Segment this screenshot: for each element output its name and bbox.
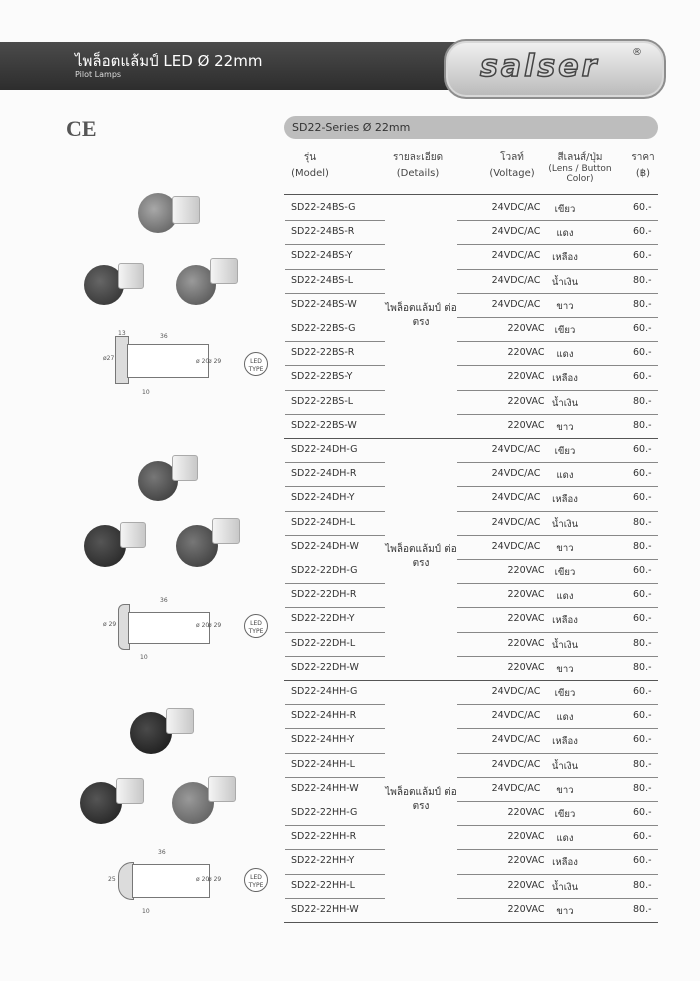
cell-voltage: 220VAC (507, 879, 545, 891)
cell-color: เขียว (554, 325, 576, 336)
cell-price: 80.- (633, 903, 652, 915)
table-row (285, 269, 658, 293)
cell-voltage: 220VAC (507, 395, 545, 407)
table-row (285, 825, 658, 849)
cell-voltage: 220VAC (507, 565, 545, 576)
cell-voltage: 24VDC/AC (491, 298, 541, 310)
cell-color: แดง (556, 228, 574, 240)
cell-color: ขาว (556, 300, 574, 312)
cell-color: เขียว (554, 809, 576, 820)
cell-price: 60.- (633, 323, 652, 334)
cell-color: เหลือง (552, 373, 578, 385)
dim-dh-2: ø 29 (103, 621, 117, 628)
row-divider (284, 922, 658, 923)
cell-price: 60.- (633, 686, 652, 697)
dim-dh-1: 36 (160, 597, 168, 604)
cell-color: ขาว (556, 421, 574, 433)
lamp-bs-body-3 (210, 258, 238, 284)
dim-bs-4: 10 (142, 389, 150, 396)
cell-color: ขาว (556, 542, 574, 554)
cell-voltage: 24VDC/AC (491, 516, 541, 528)
cell-color: แดง (556, 470, 574, 482)
table-row (285, 656, 658, 680)
cell-model: SD22-24BS-G (291, 202, 356, 213)
cell-voltage: 24VDC/AC (491, 686, 541, 697)
cell-model: SD22-24DH-Y (291, 492, 355, 504)
cell-price: 80.- (633, 516, 652, 528)
details-text-hh: ไพล็อตแล้มป์ ต่อตรง (385, 787, 457, 812)
header-details-en: (Details) (396, 168, 440, 179)
cell-voltage: 24VDC/AC (491, 710, 541, 722)
cell-price: 60.- (633, 807, 652, 818)
cell-model: SD22-24HH-Y (291, 734, 355, 746)
table-row (285, 220, 658, 244)
cell-color: แดง (556, 591, 574, 603)
cell-voltage: 220VAC (507, 347, 545, 359)
dim-dh-5: ø 29 (208, 622, 222, 629)
table-row (285, 559, 658, 583)
table-row (285, 849, 658, 873)
header-color-en: (Lens / Button Color) (548, 164, 612, 184)
table-row (285, 898, 658, 922)
cell-model: SD22-22BS-L (291, 395, 354, 407)
dim-dh-3: 10 (140, 654, 148, 661)
cell-price: 60.- (633, 250, 652, 262)
header-price-th: ราคา (631, 152, 655, 163)
header-price-en: (฿) (635, 168, 651, 179)
cell-model: SD22-22BS-R (291, 347, 355, 359)
table-row (285, 680, 658, 704)
cell-color: เหลือง (552, 252, 578, 264)
table-row (285, 753, 658, 777)
cell-color: แดง (556, 712, 574, 724)
header-voltage-th: โวลท์ (500, 152, 524, 163)
table-row (285, 293, 658, 317)
cell-model: SD22-22DH-G (291, 565, 358, 576)
table-row (285, 390, 658, 414)
cell-voltage: 220VAC (507, 323, 545, 334)
cell-model: SD22-22HH-G (291, 807, 358, 818)
cell-model: SD22-24BS-L (291, 274, 354, 286)
cell-model: SD22-22HH-Y (291, 855, 355, 867)
table-row (285, 607, 658, 631)
table-row (285, 244, 658, 268)
cell-model: SD22-22BS-Y (291, 371, 353, 383)
cell-model: SD22-22DH-W (291, 661, 359, 673)
cell-voltage: 220VAC (507, 855, 545, 867)
header-model (290, 152, 330, 180)
cell-color: ขาว (556, 663, 574, 675)
cell-voltage: 24VDC/AC (491, 444, 541, 455)
cell-model: SD22-22DH-Y (291, 613, 355, 625)
cell-price: 80.- (633, 298, 652, 310)
table-row (285, 317, 658, 341)
cell-price: 80.- (633, 879, 652, 891)
table-row (285, 486, 658, 510)
led-type-badge-hh: LED TYPE (244, 868, 268, 892)
cell-price: 60.- (633, 226, 652, 238)
dim-hh-2: 25 (108, 876, 116, 883)
table-row (285, 196, 658, 220)
cell-color: แดง (556, 833, 574, 845)
cell-price: 60.- (633, 444, 652, 455)
cell-model: SD22-24DH-G (291, 444, 358, 455)
cell-voltage: 24VDC/AC (491, 782, 541, 794)
series-title-bar: SD22-Series Ø 22mm (284, 116, 658, 139)
table-row (285, 511, 658, 535)
cell-color: น้ำเงิน (551, 760, 579, 772)
ce-mark: CE (66, 116, 97, 141)
cell-voltage: 24VDC/AC (491, 492, 541, 504)
lamp-bs-body-1 (172, 196, 200, 224)
cell-model: SD22-24DH-L (291, 516, 356, 528)
table-row (285, 704, 658, 728)
table-row (285, 801, 658, 825)
cell-voltage: 220VAC (507, 589, 545, 601)
header-model-th: รุ่น (303, 152, 317, 163)
cell-model: SD22-24HH-G (291, 686, 358, 697)
cell-model: SD22-22BS-W (291, 419, 357, 431)
header-model-en: (Model) (291, 168, 329, 179)
cell-color: เขียว (554, 204, 576, 215)
table-top-rule (284, 194, 658, 195)
dim-bs-5: ø 20 (196, 358, 210, 365)
cell-voltage: 24VDC/AC (491, 540, 541, 552)
details-text-bs: ไพล็อตแล้มป์ ต่อตรง (385, 303, 457, 328)
dim-hh-5: ø 29 (208, 876, 222, 883)
dim-bs-6: ø 29 (208, 358, 222, 365)
cell-model: SD22-24DH-W (291, 540, 359, 552)
cell-price: 80.- (633, 758, 652, 770)
cell-price: 80.- (633, 661, 652, 673)
cell-price: 80.- (633, 782, 652, 794)
dim-bs-2: 36 (160, 333, 168, 340)
cell-model: SD22-22BS-G (291, 323, 356, 334)
cell-price: 60.- (633, 565, 652, 576)
brand-logo (444, 39, 666, 99)
cell-voltage: 24VDC/AC (491, 274, 541, 286)
cell-voltage: 220VAC (507, 637, 545, 649)
cell-color: ขาว (556, 905, 574, 917)
header-color-th: สีเลนส์/ปุ่ม (557, 152, 603, 163)
cell-model: SD22-22HH-L (291, 879, 355, 891)
cell-model: SD22-24BS-R (291, 226, 355, 238)
table-row (285, 414, 658, 438)
lamp-dh-body-3 (212, 518, 240, 544)
lamp-hh-body-1 (166, 708, 194, 734)
table-row (285, 583, 658, 607)
registered-mark: ® (632, 47, 642, 58)
cell-model: SD22-22DH-L (291, 637, 356, 649)
cell-price: 80.- (633, 395, 652, 407)
header-bar (0, 42, 460, 90)
cell-voltage: 220VAC (507, 831, 545, 843)
cell-price: 60.- (633, 589, 652, 601)
cell-voltage: 24VDC/AC (491, 468, 541, 480)
page-title: ไพล็อตแล้มป์ LED Ø 22mm (75, 52, 263, 70)
header-details (383, 152, 453, 180)
cell-voltage: 220VAC (507, 807, 545, 818)
table-row (285, 874, 658, 898)
cell-color: น้ำเงิน (551, 881, 579, 893)
cell-price: 60.- (633, 613, 652, 625)
cell-color: เหลือง (552, 494, 578, 506)
cell-color: แดง (556, 349, 574, 361)
lamp-dh-body-2 (120, 522, 146, 548)
cell-voltage: 220VAC (507, 661, 545, 673)
dim-hh-3: 10 (142, 908, 150, 915)
cell-color: เขียว (554, 446, 576, 457)
cell-model: SD22-22DH-R (291, 589, 357, 601)
page-subtitle: Pilot Lamps (75, 70, 122, 79)
table-row (285, 365, 658, 389)
details-text-dh: ไพล็อตแล้มป์ ต่อตรง (385, 544, 457, 569)
cell-voltage: 220VAC (507, 371, 545, 383)
lamp-dh-body-1 (172, 455, 198, 481)
led-type-badge-dh: LED TYPE (244, 614, 268, 638)
cell-model: SD22-24HH-L (291, 758, 355, 770)
cell-color: น้ำเงิน (551, 639, 579, 651)
header-details-th: รายละเอียด (392, 152, 444, 163)
cell-color: เหลือง (552, 857, 578, 869)
cell-model: SD22-24DH-R (291, 468, 357, 480)
brand-logo-text: salser (480, 49, 600, 84)
cell-price: 60.- (633, 347, 652, 359)
cell-model: SD22-22HH-W (291, 903, 359, 915)
dim-bs-3: ø27 (103, 355, 115, 362)
cell-voltage: 220VAC (507, 419, 545, 431)
dim-hh-1: 36 (158, 849, 166, 856)
lamp-hh-body-2 (116, 778, 144, 804)
cell-voltage: 24VDC/AC (491, 202, 541, 213)
dim-bs-1: 13 (118, 330, 126, 337)
table-row (285, 341, 658, 365)
cell-color: เหลือง (552, 736, 578, 748)
cell-price: 60.- (633, 492, 652, 504)
cell-price: 80.- (633, 637, 652, 649)
table-row (285, 438, 658, 462)
table-row (285, 728, 658, 752)
cell-price: 80.- (633, 274, 652, 286)
cell-voltage: 24VDC/AC (491, 250, 541, 262)
cell-voltage: 220VAC (507, 613, 545, 625)
cell-color: เหลือง (552, 615, 578, 627)
cell-color: ขาว (556, 784, 574, 796)
lamp-hh-body-3 (208, 776, 236, 802)
cell-voltage: 24VDC/AC (491, 734, 541, 746)
cell-color: เขียว (554, 567, 576, 578)
cell-voltage: 24VDC/AC (491, 226, 541, 238)
table-row (285, 777, 658, 801)
cell-model: SD22-24BS-Y (291, 250, 353, 262)
header-voltage-en: (Voltage) (489, 168, 535, 179)
cell-model: SD22-22HH-R (291, 831, 357, 843)
cell-price: 60.- (633, 202, 652, 213)
cell-color: น้ำเงิน (551, 397, 579, 409)
cell-price: 60.- (633, 831, 652, 843)
header-price (626, 152, 660, 180)
cell-model: SD22-24HH-R (291, 710, 357, 722)
header-voltage (482, 152, 542, 180)
cell-color: เขียว (554, 688, 576, 699)
cell-price: 80.- (633, 540, 652, 552)
cell-price: 60.- (633, 371, 652, 383)
cell-color: น้ำเงิน (551, 276, 579, 288)
cell-voltage: 24VDC/AC (491, 758, 541, 770)
header-color (540, 152, 620, 184)
dim-dh-4: ø 20 (196, 622, 210, 629)
led-type-badge-bs: LED TYPE (244, 352, 268, 376)
cell-voltage: 220VAC (507, 903, 545, 915)
cell-price: 60.- (633, 710, 652, 722)
cell-price: 60.- (633, 855, 652, 867)
cell-price: 80.- (633, 419, 652, 431)
cell-price: 60.- (633, 468, 652, 480)
cell-price: 60.- (633, 734, 652, 746)
cell-color: น้ำเงิน (551, 518, 579, 530)
dim-hh-4: ø 20 (196, 876, 210, 883)
cell-model: SD22-24BS-W (291, 298, 357, 310)
cell-model: SD22-24HH-W (291, 782, 359, 794)
lamp-bs-body-2 (118, 263, 144, 289)
table-row (285, 535, 658, 559)
table-row (285, 632, 658, 656)
table-row (285, 462, 658, 486)
